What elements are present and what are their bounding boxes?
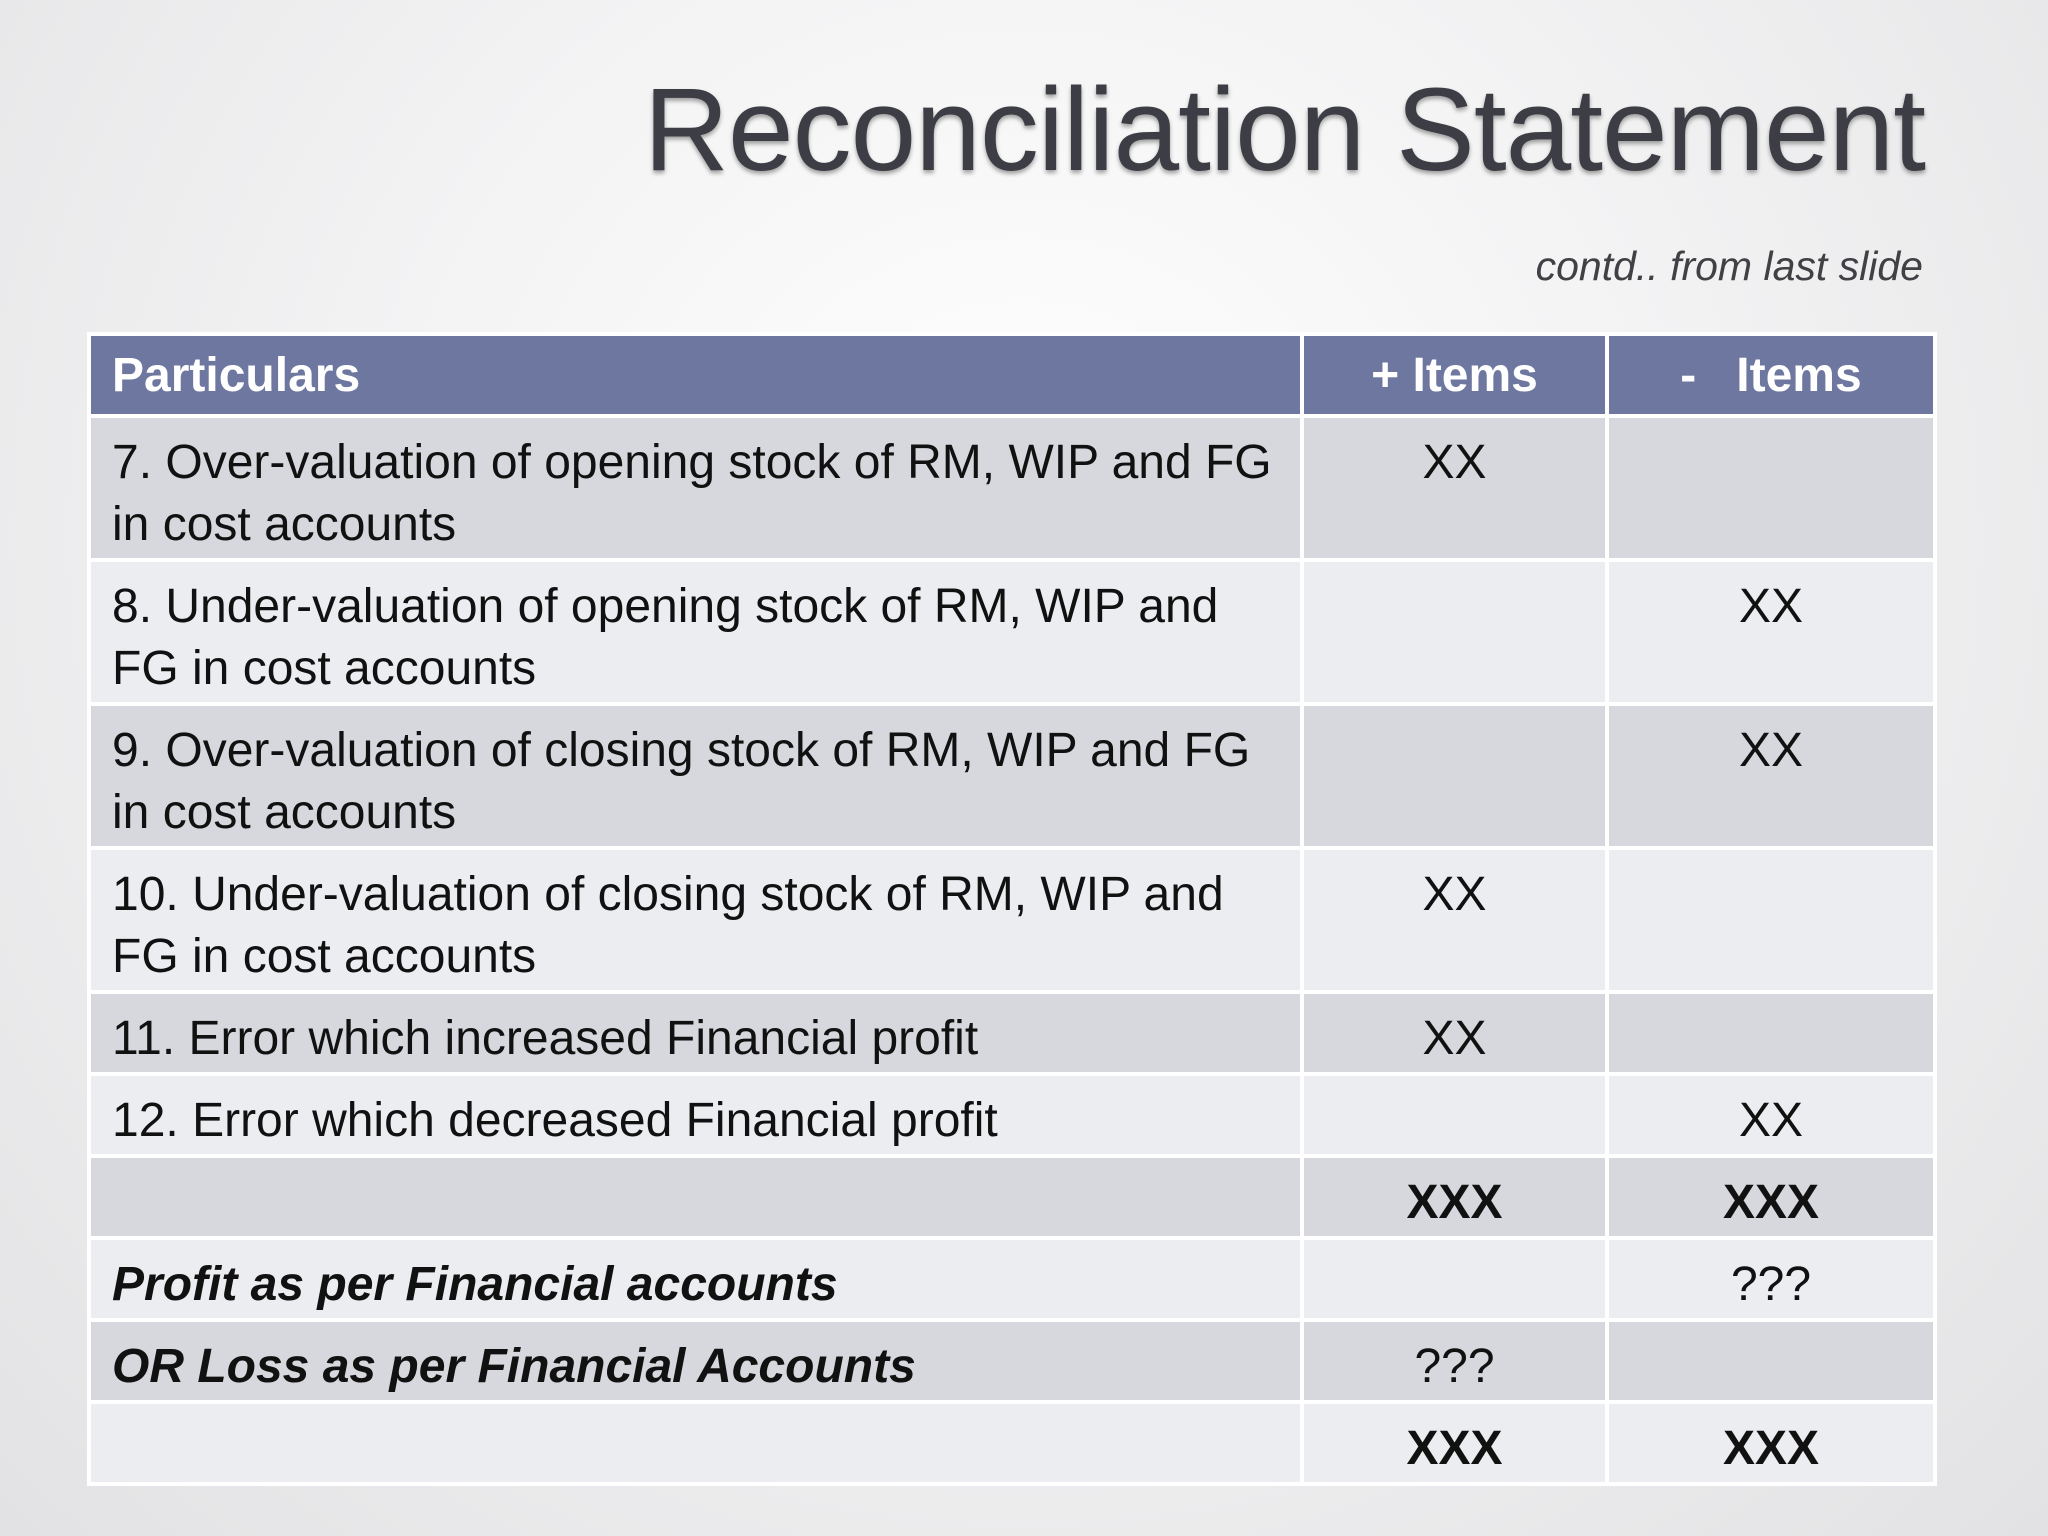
plus-cell: [1302, 1238, 1607, 1320]
header-plus-items: + Items: [1302, 334, 1607, 416]
particular-cell: 9. Over-valuation of closing stock of RM, WIP and FG in cost accounts: [89, 704, 1302, 848]
minus-cell: XX: [1607, 1074, 1935, 1156]
minus-total-cell: XXX: [1607, 1156, 1935, 1238]
particular-cell: OR Loss as per Financial Accounts: [89, 1320, 1302, 1402]
table-row: [89, 704, 1935, 848]
slide-subtitle: contd.. from last slide: [1535, 243, 1923, 289]
minus-cell: XX: [1607, 704, 1935, 848]
table-header-row: [89, 334, 1935, 416]
table-row: [89, 1238, 1935, 1320]
reconciliation-table: [87, 332, 1937, 1486]
minus-cell: [1607, 992, 1935, 1074]
table-row: [89, 1074, 1935, 1156]
table-row: [89, 992, 1935, 1074]
particular-cell: 8. Under-valuation of opening stock of RM, WIP and FG in cost accounts: [89, 560, 1302, 704]
plus-cell: [1302, 704, 1607, 848]
particular-cell: [89, 1156, 1302, 1238]
header-particulars: Particulars: [89, 334, 1302, 416]
particular-cell: 10. Under-valuation of closing stock of RM, WIP and FG in cost accounts: [89, 848, 1302, 992]
particular-cell: 7. Over-valuation of opening stock of RM, WIP and FG in cost accounts: [89, 416, 1302, 560]
minus-cell: [1607, 848, 1935, 992]
plus-total-cell: XXX: [1302, 1156, 1607, 1238]
slide-title: Reconciliation Statement: [643, 64, 1925, 196]
plus-cell: XX: [1302, 992, 1607, 1074]
plus-total-cell: XXX: [1302, 1402, 1607, 1484]
particular-cell: 11. Error which increased Financial profit: [89, 992, 1302, 1074]
table-row: [89, 416, 1935, 560]
table-row: [89, 560, 1935, 704]
plus-cell: [1302, 560, 1607, 704]
total-row: [89, 1402, 1935, 1484]
plus-cell: XX: [1302, 416, 1607, 560]
plus-cell: [1302, 1074, 1607, 1156]
plus-cell: XX: [1302, 848, 1607, 992]
particular-cell: 12. Error which decreased Financial profit: [89, 1074, 1302, 1156]
minus-cell: ???: [1607, 1238, 1935, 1320]
particular-cell: Profit as per Financial accounts: [89, 1238, 1302, 1320]
particular-cell: [89, 1402, 1302, 1484]
subtotal-row: [89, 1156, 1935, 1238]
plus-cell: ???: [1302, 1320, 1607, 1402]
minus-cell: [1607, 416, 1935, 560]
minus-cell: [1607, 1320, 1935, 1402]
table-row: [89, 848, 1935, 992]
minus-total-cell: XXX: [1607, 1402, 1935, 1484]
table-row: [89, 1320, 1935, 1402]
minus-cell: XX: [1607, 560, 1935, 704]
header-minus-items: - Items: [1607, 334, 1935, 416]
